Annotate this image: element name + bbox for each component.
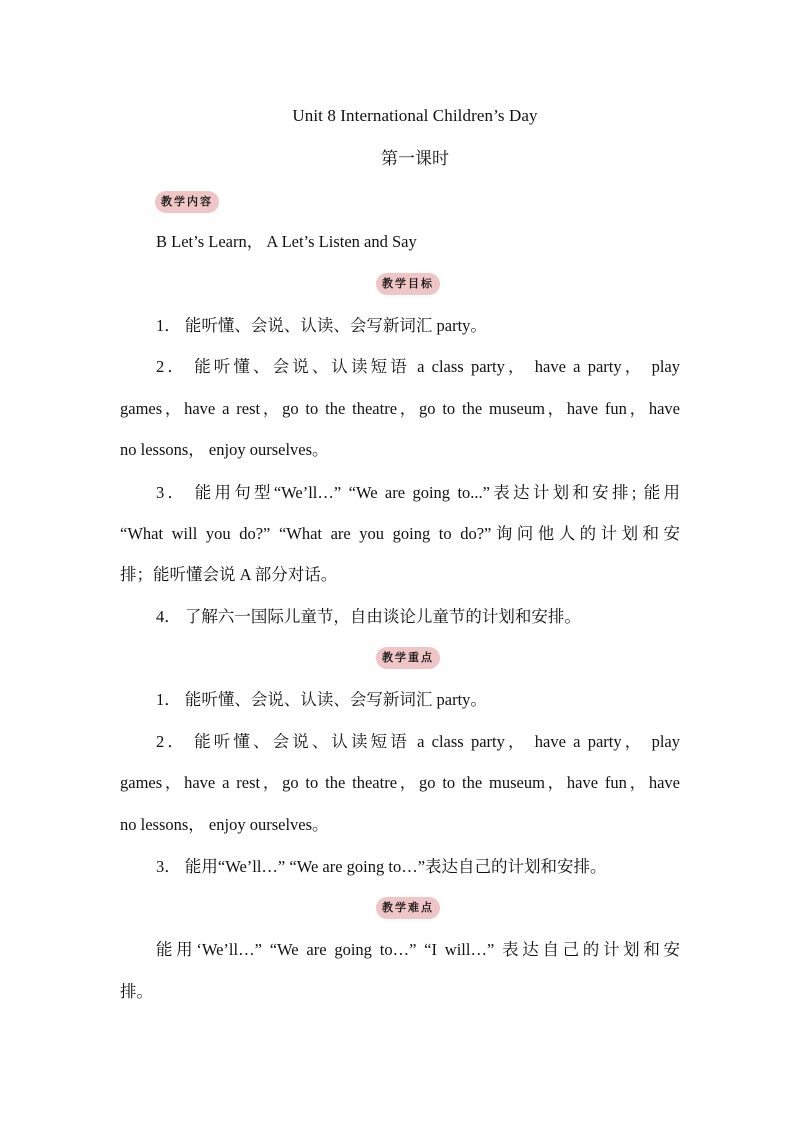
objective-line: 4． 了解六一国际儿童节，自由谈论儿童节的计划和安排。 bbox=[156, 607, 581, 626]
objective-line: 1． 能听懂、会说、认读、会写新词汇 party。 bbox=[156, 316, 487, 335]
lesson-subtitle: 第一课时 bbox=[381, 149, 449, 168]
section-heading-objectives: 教学目标 bbox=[376, 273, 440, 295]
objective-line: games，have a rest，go to the theatre，go to the museum，have fun，have bbox=[120, 399, 680, 418]
section-heading-key-points: 教学重点 bbox=[376, 647, 440, 669]
objective-line: “What will you do?” “What are you going to do?”询问他人的计划和安 bbox=[120, 524, 680, 543]
section-heading-difficulties: 教学难点 bbox=[376, 897, 440, 919]
key-point-line: 3． 能用“We’ll…” “We are going to…”表达自己的计划和安排。 bbox=[156, 857, 607, 876]
objective-line: no lessons， enjoy ourselves。 bbox=[120, 440, 329, 459]
difficulty-line: 排。 bbox=[120, 982, 153, 1001]
key-point-line: 2． 能听懂、会说、认读短语 a class party， have a party， play bbox=[156, 732, 680, 751]
content-line: B Let’s Learn， A Let’s Listen and Say bbox=[156, 232, 417, 251]
section-heading-content: 教学内容 bbox=[155, 191, 219, 213]
document-title: Unit 8 International Children’s Day bbox=[292, 106, 538, 125]
key-point-line: 1． 能听懂、会说、认读、会写新词汇 party。 bbox=[156, 690, 487, 709]
objective-line: 2． 能听懂、会说、认读短语 a class party， have a party， play bbox=[156, 357, 680, 376]
objective-line: 3． 能用句型“We’ll…” “We are going to...”表达计划和安排; 能用 bbox=[156, 483, 680, 502]
objective-line: 排；能听懂会说 A 部分对话。 bbox=[120, 565, 338, 584]
key-point-line: no lessons， enjoy ourselves。 bbox=[120, 815, 329, 834]
difficulty-line: 能用‘We’ll…” “We are going to…” “I will…” 表达自己的计划和安 bbox=[156, 940, 680, 959]
key-point-line: games，have a rest，go to the theatre，go to the museum，have fun，have bbox=[120, 773, 680, 792]
